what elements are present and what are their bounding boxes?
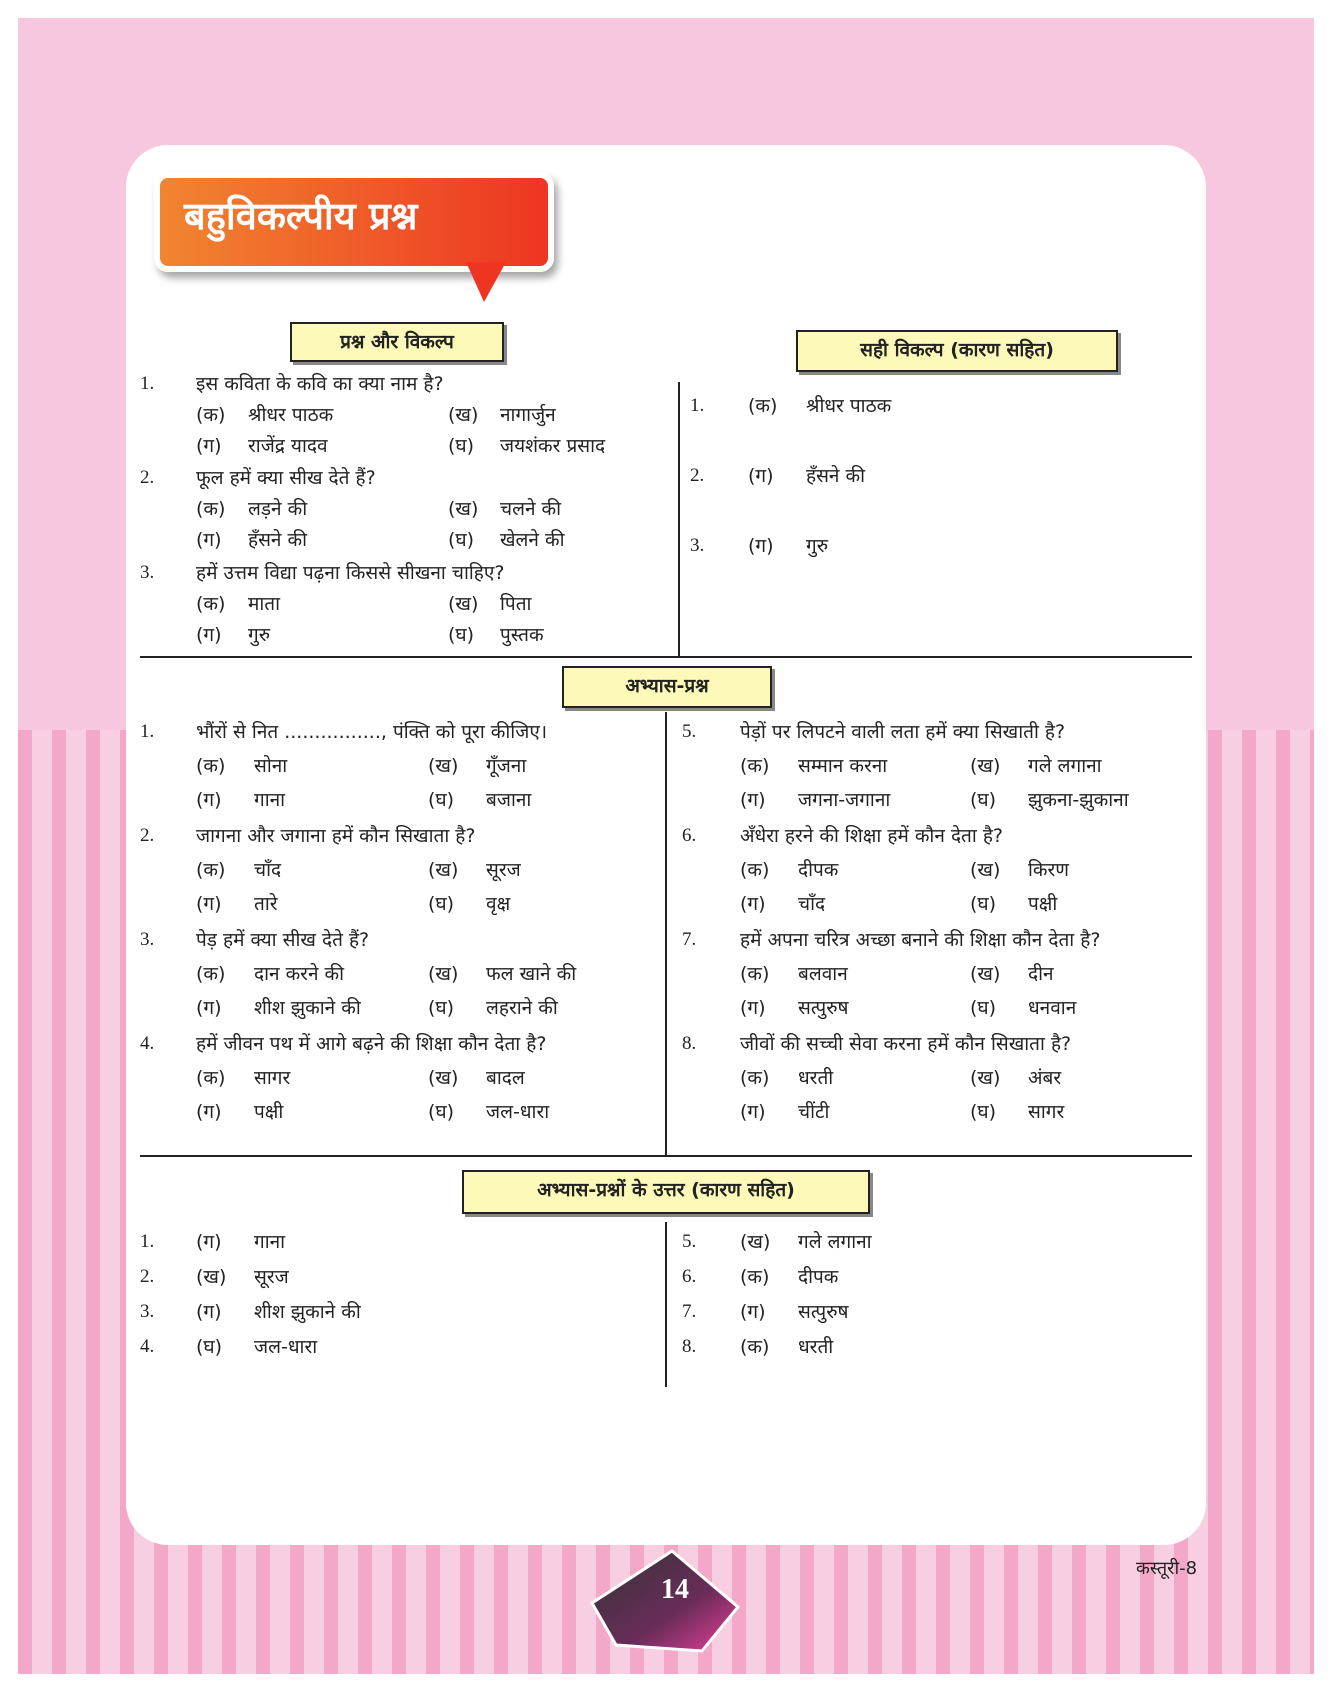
question-number: 8. xyxy=(682,1033,697,1054)
option-text: अंबर xyxy=(1028,1067,1062,1089)
answer-number: 5. xyxy=(682,1231,697,1252)
option-text: सम्मान करना xyxy=(798,755,888,777)
option-label: (घ) xyxy=(970,893,997,915)
option-label: (ग) xyxy=(740,997,766,1019)
question-text: जीवों की सच्ची सेवा करना हमें कौन सिखाता है? xyxy=(740,1033,1072,1055)
option-label: (ख) xyxy=(448,404,479,426)
option-label: (क) xyxy=(196,593,226,615)
answer-option: (ग) xyxy=(196,1231,222,1253)
option-text: सागर xyxy=(254,1067,291,1089)
answer-number: 7. xyxy=(682,1301,697,1322)
option-text: लड़ने की xyxy=(248,498,308,520)
question-text: भौंरों से नित ................, पंक्ति को पूरा कीजिए। xyxy=(196,721,548,743)
answer-number: 3. xyxy=(690,535,705,556)
option-label: (ग) xyxy=(196,435,222,457)
option-label: (क) xyxy=(740,859,770,881)
answer-option: (ख) xyxy=(196,1266,227,1288)
option-text: बजाना xyxy=(486,789,532,811)
answer-option: (ग) xyxy=(748,535,774,557)
answer-option: (क) xyxy=(748,395,778,417)
option-text: सूरज xyxy=(486,859,521,881)
option-text: दान करने की xyxy=(254,963,345,985)
option-label: (ग) xyxy=(196,997,222,1019)
option-text: झुकना-झुकाना xyxy=(1028,789,1129,811)
question-number: 1. xyxy=(140,721,155,742)
option-label: (ग) xyxy=(196,1101,222,1123)
answer-text: दीपक xyxy=(798,1266,839,1288)
option-label: (ग) xyxy=(740,893,766,915)
option-label: (घ) xyxy=(970,997,997,1019)
option-text: खेलने की xyxy=(500,529,565,551)
option-text: राजेंद्र यादव xyxy=(248,435,328,457)
section1-right-heading: सही विकल्प (कारण सहित) xyxy=(796,330,1118,372)
question-text: अँधेरा हरने की शिक्षा हमें कौन देता है? xyxy=(740,825,1003,847)
option-text: चाँद xyxy=(254,859,282,881)
option-label: (ख) xyxy=(448,498,479,520)
option-label: (घ) xyxy=(970,1101,997,1123)
answer-number: 3. xyxy=(140,1301,155,1322)
option-text: चींटी xyxy=(798,1101,830,1123)
question-number: 6. xyxy=(682,825,697,846)
title-banner-tail xyxy=(466,262,506,302)
section3-divider xyxy=(665,1222,667,1387)
answer-option: (ग) xyxy=(196,1301,222,1323)
option-text: पक्षी xyxy=(254,1101,284,1123)
option-label: (क) xyxy=(196,498,226,520)
answer-number: 2. xyxy=(140,1266,155,1287)
question-text: हमें जीवन पथ में आगे बढ़ने की शिक्षा कौन देता है? xyxy=(196,1033,547,1055)
answer-option: (घ) xyxy=(196,1336,223,1358)
answer-text: हँसने की xyxy=(806,465,866,487)
section2-bottom-rule xyxy=(140,1155,1192,1157)
option-label: (ख) xyxy=(970,859,1001,881)
option-text: सागर xyxy=(1028,1101,1065,1123)
option-text: सोना xyxy=(254,755,288,777)
option-label: (ख) xyxy=(428,859,459,881)
section1-left-heading: प्रश्न और विकल्प xyxy=(290,322,504,362)
page-number: 14 xyxy=(661,1574,689,1605)
answer-text: सत्पुरुष xyxy=(798,1301,849,1323)
answer-number: 4. xyxy=(140,1336,155,1357)
option-label: (ख) xyxy=(428,963,459,985)
option-label: (ख) xyxy=(970,755,1001,777)
answer-number: 1. xyxy=(140,1231,155,1252)
option-label: (ख) xyxy=(428,755,459,777)
section1-bottom-rule xyxy=(140,656,1192,658)
section3-heading: अभ्यास-प्रश्नों के उत्तर (कारण सहित) xyxy=(462,1170,870,1214)
option-label: (क) xyxy=(196,404,226,426)
answer-text: धरती xyxy=(798,1336,834,1358)
section2-divider xyxy=(665,712,667,1156)
option-label: (घ) xyxy=(448,529,475,551)
answer-option: (क) xyxy=(740,1266,770,1288)
option-text: चलने की xyxy=(500,498,562,520)
question-number: 7. xyxy=(682,929,697,950)
option-label: (घ) xyxy=(448,435,475,457)
answer-text: शीश झुकाने की xyxy=(254,1301,361,1323)
question-text: फूल हमें क्या सीख देते हैं? xyxy=(196,467,376,489)
option-text: जयशंकर प्रसाद xyxy=(500,435,606,457)
question-number: 1. xyxy=(140,373,155,394)
book-label: कस्तूरी-8 xyxy=(1136,1558,1198,1579)
answer-text: जल-धारा xyxy=(254,1336,318,1358)
option-label: (घ) xyxy=(428,789,455,811)
option-text: श्रीधर पाठक xyxy=(248,404,334,426)
option-label: (घ) xyxy=(970,789,997,811)
section2-heading: अभ्यास-प्रश्न xyxy=(562,666,772,708)
option-text: किरण xyxy=(1028,859,1070,881)
question-text: पेड़ों पर लिपटने वाली लता हमें क्या सिखाती है? xyxy=(740,721,1066,743)
option-text: जल-धारा xyxy=(486,1101,550,1123)
option-text: गले लगाना xyxy=(1028,755,1102,777)
answer-option: (ग) xyxy=(740,1301,766,1323)
question-number: 4. xyxy=(140,1033,155,1054)
option-label: (ग) xyxy=(196,789,222,811)
option-text: फल खाने की xyxy=(486,963,577,985)
option-label: (क) xyxy=(196,1067,226,1089)
question-number: 2. xyxy=(140,467,155,488)
answer-text: गाना xyxy=(254,1231,286,1253)
option-text: शीश झुकाने की xyxy=(254,997,361,1019)
question-number: 5. xyxy=(682,721,697,742)
answer-number: 1. xyxy=(690,395,705,416)
option-label: (ख) xyxy=(970,963,1001,985)
option-label: (ख) xyxy=(428,1067,459,1089)
question-text: हमें उत्तम विद्या पढ़ना किससे सीखना चाहिए? xyxy=(196,562,505,584)
option-text: वृक्ष xyxy=(486,893,511,915)
option-text: माता xyxy=(248,593,281,615)
option-label: (क) xyxy=(740,963,770,985)
option-label: (ग) xyxy=(196,893,222,915)
option-label: (क) xyxy=(740,1067,770,1089)
option-label: (घ) xyxy=(428,997,455,1019)
answer-option: (ख) xyxy=(740,1231,771,1253)
answer-number: 2. xyxy=(690,465,705,486)
option-label: (ग) xyxy=(196,529,222,551)
answer-number: 8. xyxy=(682,1336,697,1357)
option-label: (क) xyxy=(740,755,770,777)
question-text: हमें अपना चरित्र अच्छा बनाने की शिक्षा कौन देता है? xyxy=(740,929,1101,951)
option-text: धरती xyxy=(798,1067,834,1089)
question-number: 3. xyxy=(140,562,155,583)
option-text: दीपक xyxy=(798,859,839,881)
answer-text: सूरज xyxy=(254,1266,289,1288)
option-text: लहराने की xyxy=(486,997,558,1019)
question-text: इस कविता के कवि का क्या नाम है? xyxy=(196,373,444,395)
option-label: (घ) xyxy=(428,893,455,915)
question-text: जागना और जगाना हमें कौन सिखाता है? xyxy=(196,825,476,847)
option-text: पिता xyxy=(500,593,532,615)
option-label: (क) xyxy=(196,963,226,985)
option-label: (ग) xyxy=(740,1101,766,1123)
option-text: गुरु xyxy=(248,624,271,646)
option-text: पक्षी xyxy=(1028,893,1058,915)
option-label: (ख) xyxy=(448,593,479,615)
option-text: गाना xyxy=(254,789,286,811)
option-label: (ग) xyxy=(740,789,766,811)
option-label: (क) xyxy=(196,755,226,777)
option-label: (ग) xyxy=(196,624,222,646)
option-text: चाँद xyxy=(798,893,826,915)
option-label: (घ) xyxy=(428,1101,455,1123)
option-text: तारे xyxy=(254,893,278,915)
page-title: बहुविकल्पीय प्रश्न xyxy=(184,194,418,238)
question-text: पेड़ हमें क्या सीख देते हैं? xyxy=(196,929,370,951)
option-text: बादल xyxy=(486,1067,525,1089)
option-text: सत्पुरुष xyxy=(798,997,849,1019)
answer-number: 6. xyxy=(682,1266,697,1287)
option-text: जगना-जगाना xyxy=(798,789,891,811)
question-number: 3. xyxy=(140,929,155,950)
answer-option: (ग) xyxy=(748,465,774,487)
answer-text: गुरु xyxy=(806,535,829,557)
question-number: 2. xyxy=(140,825,155,846)
answer-text: श्रीधर पाठक xyxy=(806,395,892,417)
option-text: पुस्तक xyxy=(500,624,544,646)
section1-divider xyxy=(678,382,680,656)
option-label: (ख) xyxy=(970,1067,1001,1089)
option-text: हँसने की xyxy=(248,529,308,551)
option-label: (घ) xyxy=(448,624,475,646)
answer-text: गले लगाना xyxy=(798,1231,872,1253)
option-text: बलवान xyxy=(798,963,848,985)
option-text: गूँजना xyxy=(486,755,527,777)
answer-option: (क) xyxy=(740,1336,770,1358)
option-label: (क) xyxy=(196,859,226,881)
option-text: धनवान xyxy=(1028,997,1077,1019)
option-text: नागार्जुन xyxy=(500,404,556,426)
option-text: दीन xyxy=(1028,963,1054,985)
